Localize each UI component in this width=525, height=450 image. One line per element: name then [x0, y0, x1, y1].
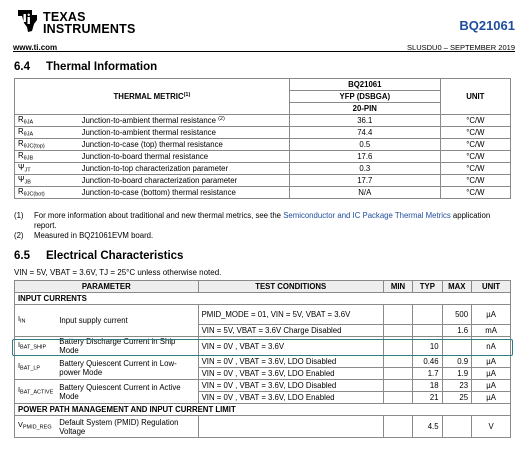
test-condition: VIN = 0V , VBAT = 3.6V, LDO Disabled — [198, 356, 383, 368]
thermal-metric-header — [15, 79, 290, 115]
param-desc: Input supply current — [56, 305, 198, 337]
typ-header: TYP — [413, 281, 442, 293]
unit-value: V — [472, 416, 511, 438]
symbol-sub: BAT_SHIP — [20, 344, 47, 351]
metric-desc — [79, 187, 290, 199]
param-symbol — [15, 305, 57, 337]
symbol-sub: θJC(top) — [23, 143, 45, 150]
unit-header: UNIT — [472, 281, 511, 293]
param-desc: Battery Discharge Current in Ship Mode — [56, 337, 198, 356]
metric-unit: °C/W — [440, 151, 510, 163]
param-desc: Battery Quiescent Current in Low-power Mode — [56, 356, 198, 380]
test-condition: VIN = 0V , VBAT = 3.6V, LDO Enabled — [198, 392, 383, 404]
table-row — [15, 139, 511, 151]
test-condition — [198, 416, 383, 438]
symbol-base: I — [18, 314, 21, 324]
symbol-base: I — [18, 361, 21, 371]
brand-line-1: TEXAS — [43, 10, 86, 24]
desc-text: Junction-to-board characterization parameter — [81, 176, 238, 185]
unit-value: mA — [472, 325, 511, 337]
test-condition: VIN = 0V , VBAT = 3.6V — [198, 337, 383, 356]
table-row — [15, 163, 511, 175]
metric-desc — [79, 151, 290, 163]
max-value — [442, 416, 472, 438]
metric-desc — [79, 163, 290, 175]
page-header — [13, 4, 515, 50]
table-row — [15, 187, 511, 199]
section-thermal-heading — [14, 61, 157, 73]
min-value — [383, 392, 412, 404]
desc-text: Junction-to-board thermal resistance — [81, 152, 209, 161]
metric-desc — [79, 115, 290, 127]
desc-text: Junction-to-ambient thermal resistance — [81, 116, 216, 125]
typ-value: 18 — [413, 380, 442, 392]
note-2-key: (2) — [14, 231, 24, 240]
typ-value: 1.7 — [413, 368, 442, 380]
symbol-base: R — [18, 139, 24, 149]
metric-unit: °C/W — [440, 127, 510, 139]
min-value — [383, 416, 412, 438]
test-condition: VIN = 0V , VBAT = 3.6V, LDO Enabled — [198, 368, 383, 380]
param-header: PARAMETER — [15, 281, 199, 293]
symbol-sub: IN — [20, 318, 26, 325]
min-value — [383, 380, 412, 392]
metric-unit: °C/W — [440, 187, 510, 199]
thermal-rows — [15, 115, 511, 199]
typ-value: 0.46 — [413, 356, 442, 368]
metric-symbol — [15, 115, 79, 127]
note-1 — [14, 211, 511, 231]
table-row — [15, 356, 511, 368]
min-value — [383, 368, 412, 380]
table-row — [15, 380, 511, 392]
table-row — [15, 305, 511, 325]
metric-value: 74.4 — [289, 127, 440, 139]
metric-symbol — [15, 127, 79, 139]
metric-value: 0.3 — [289, 163, 440, 175]
unit-value: µA — [472, 368, 511, 380]
metric-desc — [79, 139, 290, 151]
desc-text: Junction-to-top characterization parameter — [81, 164, 229, 173]
symbol-sub: θJA — [23, 131, 34, 138]
package-header: YFP (DSBGA) — [289, 91, 440, 103]
metric-unit: °C/W — [440, 175, 510, 187]
section-electrical-heading — [14, 250, 183, 262]
metric-header-label: THERMAL METRIC — [113, 92, 184, 101]
test-header: TEST CONDITIONS — [198, 281, 383, 293]
note-2 — [14, 231, 511, 241]
metric-unit: °C/W — [440, 115, 510, 127]
typ-value: 21 — [413, 392, 442, 404]
metric-symbol — [15, 151, 79, 163]
test-conditions-note: VIN = 5V, VBAT = 3.6V, TJ = 25°C unless otherwise noted. — [14, 268, 222, 277]
part-number[interactable]: BQ21061 — [459, 18, 515, 33]
param-symbol — [15, 416, 57, 438]
section-number: 6.5 — [14, 250, 30, 262]
symbol-sub: θJC(bot) — [23, 191, 45, 198]
metric-value: 17.6 — [289, 151, 440, 163]
max-value: 1.6 — [442, 325, 472, 337]
section-number: 6.4 — [14, 61, 30, 73]
typ-value — [413, 305, 442, 325]
part-header: BQ21061 — [289, 79, 440, 91]
metric-value: N/A — [289, 187, 440, 199]
min-value — [383, 305, 412, 325]
max-value — [442, 337, 472, 356]
symbol-sub: BAT_LP — [20, 365, 41, 372]
desc-text: Junction-to-ambient thermal resistance — [81, 128, 216, 137]
header-divider — [13, 51, 515, 52]
thermal-table — [14, 78, 511, 199]
symbol-base: Ψ — [18, 175, 25, 185]
metric-footnote-ref: (1) — [183, 92, 191, 98]
min-header: MIN — [383, 281, 412, 293]
typ-value: 10 — [413, 337, 442, 356]
symbol-base: V — [18, 420, 23, 430]
metric-symbol — [15, 163, 79, 175]
metric-value: 0.5 — [289, 139, 440, 151]
metric-symbol — [15, 175, 79, 187]
unit-value: µA — [472, 356, 511, 368]
symbol-base: R — [18, 115, 24, 125]
note-1-text — [34, 211, 511, 231]
table-row — [15, 127, 511, 139]
metric-value: 36.1 — [289, 115, 440, 127]
desc-text: Junction-to-case (top) thermal resistance — [81, 140, 223, 149]
metric-unit: °C/W — [440, 163, 510, 175]
max-value: 1.9 — [442, 368, 472, 380]
thermal-notes — [14, 211, 511, 241]
site-url[interactable]: www.ti.com — [13, 43, 58, 52]
typ-value — [413, 325, 442, 337]
footnote-ref: (2) — [218, 116, 225, 122]
table-row — [15, 175, 511, 187]
table-row — [15, 151, 511, 163]
metric-symbol — [15, 139, 79, 151]
unit-value: µA — [472, 305, 511, 325]
note-1-key: (1) — [14, 211, 24, 220]
symbol-sub: θJA — [23, 119, 34, 126]
symbol-base: I — [18, 339, 21, 349]
metric-unit: °C/W — [440, 139, 510, 151]
metric-desc — [79, 127, 290, 139]
table-row — [15, 416, 511, 438]
unit-value: nA — [472, 337, 511, 356]
param-symbol — [15, 380, 57, 404]
symbol-sub: JB — [24, 179, 31, 186]
section-title: Thermal Information — [46, 61, 158, 73]
table-row — [15, 337, 511, 356]
max-header: MAX — [442, 281, 472, 293]
param-symbol — [15, 356, 57, 380]
max-value: 23 — [442, 380, 472, 392]
ti-logo-icon — [15, 8, 41, 34]
symbol-sub: JT — [24, 167, 31, 174]
param-symbol — [15, 337, 57, 356]
symbol-base: I — [18, 385, 21, 395]
brand-name — [43, 11, 135, 35]
min-value — [383, 337, 412, 356]
param-desc: Battery Quiescent Current in Active Mode — [56, 380, 198, 404]
note-1-post: application report. — [34, 211, 491, 230]
desc-text: Junction-to-case (bottom) thermal resistance — [81, 188, 236, 197]
unit-value: µA — [472, 392, 511, 404]
symbol-base: R — [18, 187, 24, 197]
test-condition: VIN = 0V , VBAT = 3.6V, LDO Disabled — [198, 380, 383, 392]
symbol-base: R — [18, 127, 24, 137]
symbol-base: Ψ — [18, 163, 25, 173]
document-id: SLUSDU0 – SEPTEMBER 2019 — [407, 43, 515, 52]
electrical-table — [14, 280, 511, 438]
typ-value: 4.5 — [413, 416, 442, 438]
note-1-pre: For more information about traditional and new thermal metrics, see the — [34, 211, 284, 220]
max-value: 25 — [442, 392, 472, 404]
metric-value: 17.7 — [289, 175, 440, 187]
pins-header: 20-PIN — [289, 103, 440, 115]
metric-desc — [79, 175, 290, 187]
thermal-metrics-link[interactable]: Semiconductor and IC Package Thermal Metrics — [283, 211, 451, 220]
symbol-sub: PMID_REG — [22, 424, 52, 431]
test-condition: PMID_MODE = 01, VIN = 5V, VBAT = 3.6V — [198, 305, 383, 325]
min-value — [383, 325, 412, 337]
min-value — [383, 356, 412, 368]
param-desc: Default System (PMID) Regulation Voltage — [56, 416, 198, 438]
max-value: 500 — [442, 305, 472, 325]
brand-line-2: INSTRUMENTS — [43, 22, 136, 36]
max-value: 0.9 — [442, 356, 472, 368]
group-power-path: POWER PATH MANAGEMENT AND INPUT CURRENT LIMIT — [15, 404, 511, 416]
note-2-text: Measured in BQ21061EVM board. — [34, 231, 154, 240]
group-input-currents: INPUT CURRENTS — [15, 293, 511, 305]
symbol-sub: BAT_ACTIVE — [20, 389, 54, 396]
test-condition: VIN = 5V, VBAT = 3.6V Charge Disabled — [198, 325, 383, 337]
unit-header: UNIT — [440, 79, 510, 115]
table-row — [15, 115, 511, 127]
metric-symbol — [15, 187, 79, 199]
unit-value: µA — [472, 380, 511, 392]
symbol-base: R — [18, 151, 24, 161]
section-title: Electrical Characteristics — [46, 250, 184, 262]
symbol-sub: θJB — [23, 155, 34, 162]
